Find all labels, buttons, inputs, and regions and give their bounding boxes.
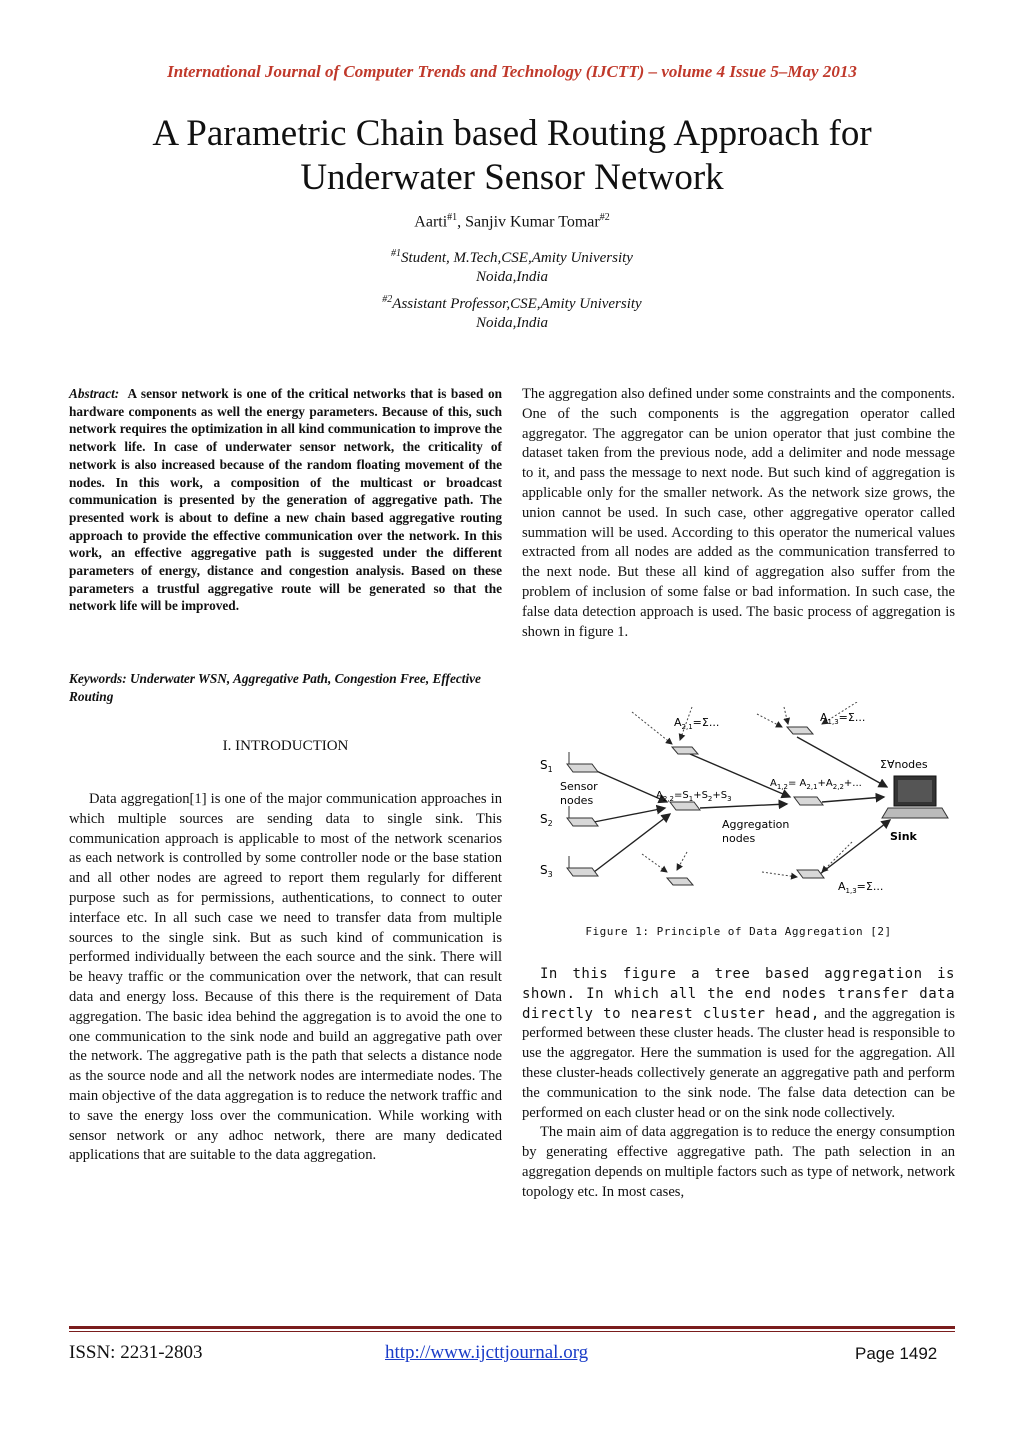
- affiliation-2-line-1: Assistant Professor,CSE,Amity University: [392, 296, 642, 312]
- right-paragraph-1-mono: In this figure a tree based aggregation is shown. In which all the end nodes transfer data directly to nearest cluster head,: [522, 966, 955, 1022]
- abstract: [69, 385, 502, 615]
- paper-title: [60, 112, 964, 200]
- keywords-text: Underwater WSN, Aggregative Path, Congestion Free, Effective Routing: [69, 671, 481, 704]
- author-1-mark: #1: [447, 212, 458, 223]
- affiliation-1-line-1: Student, M.Tech,CSE,Amity University: [401, 250, 633, 266]
- sensor-node-devices: [567, 727, 824, 885]
- author-1: Aarti: [414, 213, 448, 231]
- solid-arrows: [594, 737, 890, 874]
- keywords-label: Keywords:: [69, 671, 127, 686]
- affiliation-2-mark: #2: [382, 294, 393, 305]
- label-sensor-nodes-1: Sensor: [560, 780, 598, 793]
- right-paragraph-1-rest: and the aggregation is performed between these cluster heads. The cluster head is responsible to use the aggregator. Here the summation is used for the aggregation. All these cluster-heads collectively generate an aggregative path and perform the communication to the sink node. The false data detection can be performed on each cluster head or on the sink node collectively.: [522, 1005, 955, 1121]
- label-agg-nodes-1: Aggregation: [722, 818, 790, 831]
- right-paragraph-1: [522, 965, 955, 1123]
- right-paragraph-2: The main aim of data aggregation is to reduce the energy consumption by generating effective aggregative path. The path selection in an aggregation depends on multiple factors such as type of network, network topology etc. In most cases,: [522, 1124, 955, 1200]
- affiliation-1-mark: #1: [391, 248, 402, 259]
- figure-data-aggregation: [522, 702, 955, 912]
- intro-paragraph: Data aggregation[1] is one of the major communication approaches in which multiple sources are sending data to single sink. This communication approach is applicable to most of the network scenarios as each network is controlled by some controller node or the base station and all other nodes are agreed to report them regularly for different purpose such as for permissions, authentications, to connect to outer interface etc. In all such case we need to transfer data from multiple sources to the single sink. But as such kind of communication is performed individually between the each source and the sink. There will be heavy traffic or the communication over the network, that can result data and energy loss. Because of this there is the requirement of Data aggregation. The basic idea behind the aggregation is to avoid the one to one communication to the sink node and build an aggregative path over the network. The aggregative path is the path that selects a distance node as the source node and all the network nodes are intermediate nodes. The main objective of the data aggregation is to reduce the network traffic and to save the energy loss over the communication. While working with sensor network or any adhoc network, there are many dedicated applications that are suitable to the data aggregation.: [69, 791, 502, 1164]
- label-a22: $A_{2,2}=S_1+S_2+S_3$: [656, 790, 732, 803]
- dotted-arrows: [632, 702, 857, 877]
- journal-header: International Journal of Computer Trends and Technology (IJCTT) – volume 4 Issue 5–May 2013: [167, 62, 857, 81]
- author-2: Sanjiv Kumar Tomar: [465, 213, 600, 231]
- footer-rule-thick: [69, 1326, 955, 1329]
- label-sink: Sink: [890, 830, 917, 843]
- title-line-1: A Parametric Chain based Routing Approach for: [152, 113, 872, 154]
- label-s1: $S_1$: [540, 758, 553, 774]
- label-a12: $A_{1,2}= A_{2,1}+A_{2,2}+$...: [770, 778, 862, 791]
- footer-page-number: Page 1492: [855, 1344, 938, 1363]
- right-column-paragraph: The aggregation also defined under some constraints and the components. One of the such components is the aggregation operator called aggregator. The aggregator can be union operator that just combine the dataset taken from the previous node, add a delimiter and node message to it, and pass the message to next node. But such kind of aggregation is applicable only for the smaller network. As the network size grows, the union cannot be used. In such case, other aggregative operator called summation will be used. According to this operator the numerical values extracted from all nodes are added as the communication transferred to the next node. But these all kind of aggregation also suffer from the problem of inclusion of some false or bad information. In such case, the false data detection approach is used. The basic process of aggregation is shown in figure 1.: [522, 386, 955, 640]
- section-heading-introduction: I. INTRODUCTION: [222, 738, 349, 754]
- abstract-text: A sensor network is one of the critical networks that is based on hardware components as well the energy parameters. Because of this, such network requires the optimization in all kind communication to improve the network life. In case of underwater sensor network, the criticality of network is also increased because of the random floating movement of the nodes. In this work, a composition of the multicast or broadcast communication is presented by the generation of aggregative path. The presented work is about to define a new chain based aggregative routing approach to provide the effective communication over the network. In this work, an effective aggregative path is suggested under the different parameters of energy, distance and congestion analysis. Based on these parameters a trustful aggregative route will be generated so that the network life will be improved.: [69, 386, 502, 614]
- abstract-label: Abstract:: [69, 386, 120, 401]
- keywords: [69, 670, 502, 705]
- authors: [0, 212, 1024, 231]
- author-2-mark: #2: [599, 212, 610, 223]
- footer-rule-thin: [69, 1331, 955, 1332]
- affiliation-1-line-2: Noida,India: [475, 269, 549, 285]
- figure-caption: Figure 1: Principle of Data Aggregation [2]: [585, 925, 892, 938]
- title-line-2: Underwater Sensor Network: [300, 157, 724, 198]
- label-a13-top: $A_{1,3}=\Sigma$...: [820, 711, 866, 726]
- right-column-bottom: [522, 965, 955, 1203]
- sink-laptop-icon: [882, 776, 948, 818]
- affiliation-1: [0, 244, 1024, 287]
- author-separator: ,: [457, 213, 466, 231]
- label-a21: $A_{2,1}=\Sigma$...: [674, 716, 720, 731]
- footer-url-link[interactable]: http://www.ijcttjournal.org: [385, 1342, 589, 1363]
- label-sigma-nodes: Σ∀nodes: [880, 758, 928, 771]
- affiliation-2: [0, 290, 1024, 333]
- label-sensor-nodes-2: nodes: [560, 794, 594, 807]
- footer-issn: ISSN: 2231-2803: [69, 1342, 203, 1363]
- label-agg-nodes-2: nodes: [722, 832, 756, 845]
- label-a13-bottom: $A_{1,3}=\Sigma$...: [838, 880, 884, 895]
- label-s3: $S_3$: [540, 863, 553, 879]
- label-s2: $S_2$: [540, 812, 553, 828]
- affiliation-2-line-2: Noida,India: [475, 315, 549, 331]
